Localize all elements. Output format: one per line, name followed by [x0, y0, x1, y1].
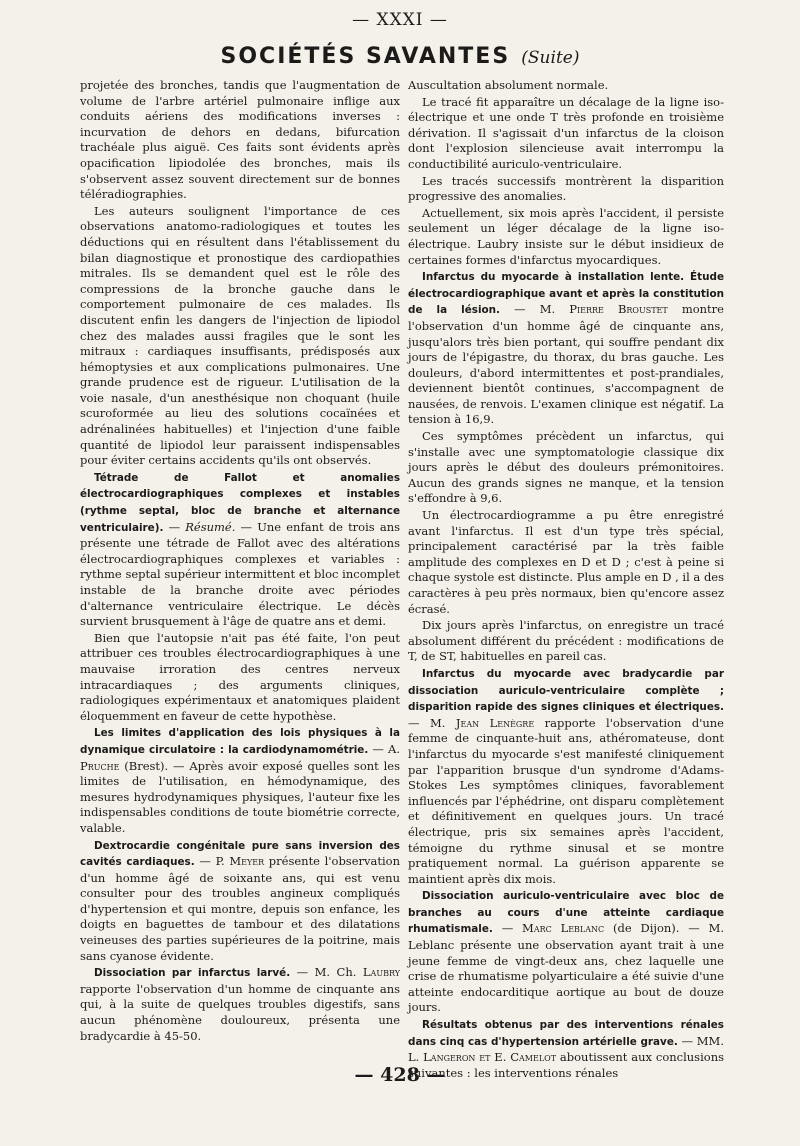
abstract-title: Tétrade de Fallot et anomalies électrocardiographiques complexes et instables (rythme septal, bloc de branche et alternance ventriculaire).: [80, 471, 400, 534]
paragraph: Un électrocardiogramme a pu être enregistré avant l'infarctus. Il est d'un type très spécial, principalement caractérisé par la très faible amplitude des complexes en D et D ; c'est à peine si chaque systole est distincte. Plus ample en D , il a des caractères à peu près normaux, bien qu'encore assez écrasé.: [408, 508, 725, 616]
abstract-title: Infarctus du myocarde à installation lente. Étude électrocardiographique avant et après la constitution de la lésion.: [408, 271, 724, 317]
abstract-entry: Dissociation auriculo-ventriculaire avec bloc de branches au cours d'une atteinte cardiaque rhumatismale. — Marc Leblanc (de Dijon). — M. Leblanc présente une observation ayant trait à une jeune femme de vingt-deux ans, chez laquelle une crise de rhumatisme polyarticulaire a été suivie d'une atteinte endocarditique aortique au bout de douze jours.: [408, 890, 725, 1015]
right-column: [408, 78, 725, 1080]
page-number: — 428 —: [354, 1064, 446, 1086]
abstract-author: Pruche: [80, 758, 120, 773]
abstract-title: Infarctus du myocarde avec bradycardie par dissociation auriculo-ventriculaire complète ; disparition rapide des signes cliniques et électriques.: [408, 667, 724, 714]
abstract-entry: Infarctus du myocarde à installation lente. Étude électrocardiographique avant et après la constitution de la lésion. — M. Pierre Broustet montre l'observation d'un homme âgé de cinquante ans, jusqu'alors très bien portant, qui souffre pendant dix jours de l'épigastre, du thorax, du bras gauche. Les douleurs, d'abord intermittentes et post-prandiales, deviennent bientôt continues, s'accompagnent de nausées, de renvois. L'examen clinique est négatif. La tension à 16,9.: [408, 271, 724, 427]
abstract-author: Résumé.: [185, 519, 236, 534]
abstract-entry: Résultats obtenus par des interventions rénales dans cinq cas d'hypertension artérielle grave. — MM. L. Langeron et E. Camelot aboutissent aux conclusions suivantes : les interventions rénales: [408, 1019, 724, 1080]
abstract-title: Dissociation auriculo-ventriculaire avec bloc de branches au cours d'une atteinte cardiaque rhumatismale.: [408, 890, 724, 936]
abstract-author: Jean Lenègre: [455, 715, 535, 730]
abstract-title: Les limites d'application des lois physiques à la dynamique circulatoire : la cardiodynamométrie.: [80, 727, 400, 756]
roman-page-number: — XXXI —: [352, 10, 448, 30]
section-heading: [0, 44, 800, 69]
abstract-entry: Dissociation par infarctus larvé. — M. Ch. Laubry rapporte l'observation d'un homme de cinquante ans qui, à la suite de quelques troubles digestifs, sans aucun phénomène douloureux, présenta une bradycardie à 45-50.: [80, 965, 400, 1043]
paragraph: Les tracés successifs montrèrent la disparition progressive des anomalies.: [408, 173, 724, 204]
paragraph: Le tracé fit apparaître un décalage de la ligne iso-électrique et une onde T très profonde en troisième dérivation. Il s'agissait d'un infarctus de la cloison dont l'explosion silencieuse avait interrompu la conductibilité auriculo-ventriculaire.: [408, 94, 724, 171]
abstract-title: Dissociation par infarctus larvé.: [94, 967, 291, 980]
abstract-entry: Infarctus du myocarde avec bradycardie par dissociation auriculo-ventriculaire complète ; disparition rapide des signes cliniques et électriques. — M. Jean Lenègre rapporte l'observation d'une femme de cinquante-huit ans, athéromateuse, dont l'infarctus du myocarde s'est manifesté cliniquement par l'apparition brusque d'un syndrome d'Adams-Stokes Les symptômes cliniques, favorablement influencés par l'éphédrine, ont disparu complètement et définitivement en quelques jours. Un tracé électrique, pris six semaines après l'accident, témoigne du rythme sinusal et se montre pratiquement normal. La guérison apparente se maintient après dix mois.: [408, 667, 724, 886]
paragraph: Dix jours après l'infarctus, on enregistre un tracé absolument différent du précédent : modifications de T, de ST, habituelles en pareil cas.: [408, 618, 724, 664]
paragraph: Actuellement, six mois après l'accident, il persiste seulement un léger décalage de la ligne iso-électrique. Laubry insiste sur le début insidieux de certaines formes d'infarctus myocardiques.: [408, 205, 724, 267]
abstract-author: Laubry: [362, 965, 400, 980]
section-suite: (Suite): [521, 48, 580, 68]
abstract-author: Pierre Broustet: [569, 302, 668, 317]
paragraph: Les auteurs soulignent l'importance de ces observations anatomo-radiologiques et toutes les déductions qui en résultent dans l'établissement du bilan diagnostique et pronostique des cardiopathies mitrales. Ils se demandent quel est le rôle des compressions de la bronche gauche dans le comportement pulmonaire de ces malades. Ils discutent enfin les dangers de l'injection de lipiodol chez des malades aussi fragiles que le sont les mitraux : cardiaques insuffisants, prédisposés aux hémoptysies et aux complications pulmonaires. Une grande prudence est de rigueur. L'utilisation de la voie nasale, d'un anesthésique non choquant (huile scuroformée au lieu des solutions cocaïnées et adrénalinées habituelles) et l'injection d'une faible quantité de lipiodol leur paraissent indispensables pour éviter certains accidents qu'ils ont observés.: [80, 203, 400, 468]
abstract-entry: Les limites d'application des lois physiques à la dynamique circulatoire : la cardiodynamométrie. — A. Pruche (Brest). — Après avoir exposé quelles sont les limites de l'utilisation, en hémodynamique, des mesures hydrodynamiques physiques, l'auteur fixe les indispensables conditions de toute biométrie correcte, valable.: [80, 727, 400, 835]
left-column: [80, 78, 400, 1044]
paragraph: Ces symptômes précèdent un infarctus, qui s'installe avec une symptomatologie classique dix jours après le début des douleurs prémonitoires. Aucun des grands signes ne manque, et la tension s'effondre à 9,6.: [408, 429, 724, 506]
abstract-author: Marc Leblanc: [522, 921, 605, 936]
abstract-author: Meyer: [229, 854, 265, 869]
abstract-entry: Dextrocardie congénitale pure sans inversion des cavités cardiaques. — P. Meyer présente l'observation d'un homme âgé de soixante ans, qui est venu consulter pour des troubles angineux compliqués d'hypertension et qui montre, depuis son enfance, les doigts en baguettes de tambour et des dilatations veineuses des parties supérieures de la poitrine, mais sans cyanose évidente.: [80, 839, 400, 963]
paragraph: Auscultation absolument normale.: [408, 78, 609, 92]
abstract-title: Résultats obtenus par des interventions rénales dans cinq cas d'hypertension artérielle grave.: [408, 1019, 724, 1048]
section-title: SOCIÉTÉS SAVANTES: [220, 44, 511, 69]
paragraph: projetée des bronches, tandis que l'augmentation de volume de l'arbre artériel pulmonaire inflige aux conduits aériens des modifications inverses : incurvation de dehors en dedans, bifurcation trachéale plus aiguë. Ces faits sont évidents après opacification lipiodolée des bronches, mais ils s'observent assez souvent directement sur de bonnes téléradiographies.: [80, 78, 400, 202]
abstract-author: L. Langeron et E. Camelot: [408, 1050, 557, 1065]
abstract-entry: Tétrade de Fallot et anomalies électrocardiographiques complexes et instables (rythme septal, bloc de branche et alternance ventriculaire). — Résumé. — Une enfant de trois ans présente une tétrade de Fallot avec des altérations électrocardiographiques complexes et variables : rythme septal supérieur intermittent et bloc incomplet instable de la branche droite avec périodes d'alternance ventriculaire électrique. Le décès survient brusquement à l'âge de quatre ans et demi.: [80, 471, 400, 629]
paragraph: Bien que l'autopsie n'ait pas été faite, l'on peut attribuer ces troubles électrocardiographiques à une mauvaise irroration des centres nerveux intracardiaques ; des arguments cliniques, radiologiques expérimentaux et anatomiques plaident éloquemment en faveur de cette hypothèse.: [80, 630, 400, 723]
abstract-title: Dextrocardie congénitale pure sans inversion des cavités cardiaques.: [80, 839, 400, 869]
